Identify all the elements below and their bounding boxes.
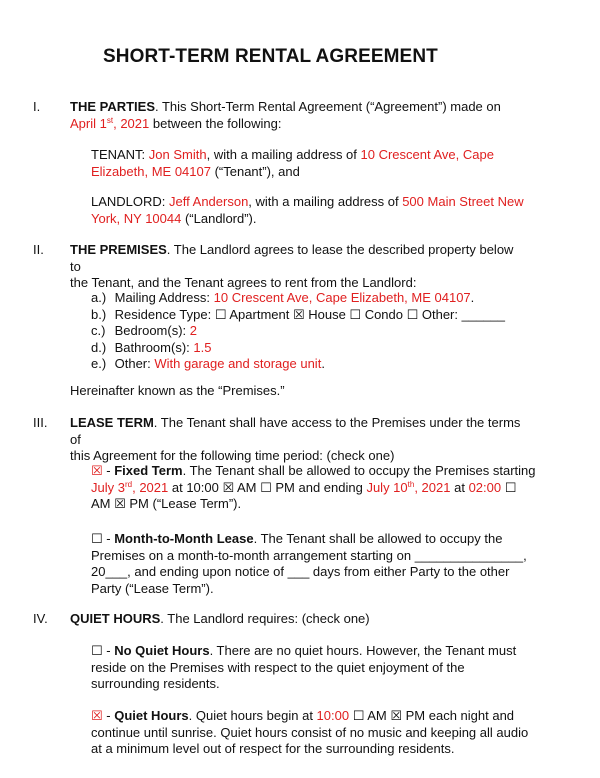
- landlord-address-line1: 500 Main Street New: [402, 194, 524, 209]
- section-heading: THE PARTIES: [70, 99, 155, 114]
- lease-start-date: July 3rd, 2021: [91, 479, 169, 495]
- list-item: e.) Other: With garage and storage unit.: [91, 356, 325, 371]
- agreement-date: April 1st, 2021: [70, 115, 150, 131]
- landlord-paragraph: LANDLORD: Jeff Anderson, with a mailing address of 500 Main Street New York, NY 10044 (“Landlord”).: [91, 194, 524, 226]
- quiet-hours-time: 10:00: [316, 708, 350, 723]
- tenant-paragraph: TENANT: Jon Smith, with a mailing address of 10 Crescent Ave, Cape Elizabeth, ME 04107 (“Tenant”), and: [91, 147, 494, 179]
- list-item: d.) Bathroom(s): 1.5: [91, 339, 212, 355]
- no-quiet-hours-checkbox[interactable]: ☐: [91, 643, 103, 658]
- section-number: III.: [33, 415, 48, 430]
- section-number: I.: [33, 99, 41, 114]
- landlord-name: Jeff Anderson: [169, 194, 249, 209]
- section-heading: LEASE TERM: [70, 415, 154, 430]
- list-item: b.) Residence Type: ☐ Apartment ☒ House ☐ Condo ☐ Other: ______: [91, 306, 505, 322]
- parties-intro: THE PARTIES. This Short-Term Rental Agreement (“Agreement”) made on April 1st, 2021 between the following:: [70, 99, 501, 131]
- fixed-term-option: ☒ - Fixed Term. The Tenant shall be allowed to occupy the Premises starting July 3rd, 2021 at 10:00 ☒ AM ☐ PM and ending July 10th, 2021 at 02:00 ☐ AM ☒ PM (“Lease Term”).: [91, 463, 536, 511]
- tenant-address-line2: Elizabeth, ME 04107: [91, 163, 211, 179]
- list-item: c.) Bedroom(s): 2: [91, 323, 197, 338]
- section-heading: THE PREMISES: [70, 242, 167, 257]
- tenant-name: Jon Smith: [148, 147, 207, 162]
- month-to-month-checkbox[interactable]: ☐: [91, 531, 103, 546]
- list-item: a.) Mailing Address: 10 Crescent Ave, Cape Elizabeth, ME 04107.: [91, 290, 475, 305]
- quiet-intro: QUIET HOURS. The Landlord requires: (check one): [70, 611, 370, 626]
- month-to-month-option: ☐ - Month-to-Month Lease. The Tenant shall be allowed to occupy the Premises on a month-to-month arrangement starting on _______________, 20___, and ending upon notice of ___ days from either Party to the other Party (“Lease Term”).: [91, 531, 527, 596]
- premises-hereinafter: Hereinafter known as the “Premises.”: [70, 383, 285, 398]
- quiet-hours-option: ☒ - Quiet Hours. Quiet hours begin at 10:00 ☐ AM ☒ PM each night and continue until sunrise. Quiet hours consist of no music and keeping all audio at a minimum level out of respect for the surrounding residents.: [91, 708, 529, 756]
- quiet-hours-checkbox[interactable]: ☒: [91, 708, 103, 723]
- no-quiet-hours-option: ☐ - No Quiet Hours. There are no quiet hours. However, the Tenant must reside on the Premises with respect to the quiet enjoyment of the surrounding residents.: [91, 643, 517, 691]
- premises-intro: THE PREMISES. The Landlord agrees to lease the described property below to the Tenant, and the Tenant agrees to rent from the Landlord:: [70, 242, 514, 290]
- fixed-term-checkbox[interactable]: ☒: [91, 463, 103, 478]
- lease-end-time: 02:00: [468, 479, 502, 495]
- premises-list: [91, 290, 531, 373]
- tenant-address-line1: 10 Crescent Ave, Cape: [360, 147, 494, 162]
- landlord-address-line2: York, NY 10044: [91, 210, 182, 226]
- lease-intro: LEASE TERM. The Tenant shall have access to the Premises under the terms of this Agreement for the following time period: (check one): [70, 415, 521, 463]
- lease-end-date: July 10th, 2021: [366, 479, 451, 495]
- section-number: IV.: [33, 611, 48, 626]
- section-number: II.: [33, 242, 44, 257]
- section-heading: QUIET HOURS: [70, 611, 161, 626]
- document-title: SHORT-TERM RENTAL AGREEMENT: [103, 46, 438, 67]
